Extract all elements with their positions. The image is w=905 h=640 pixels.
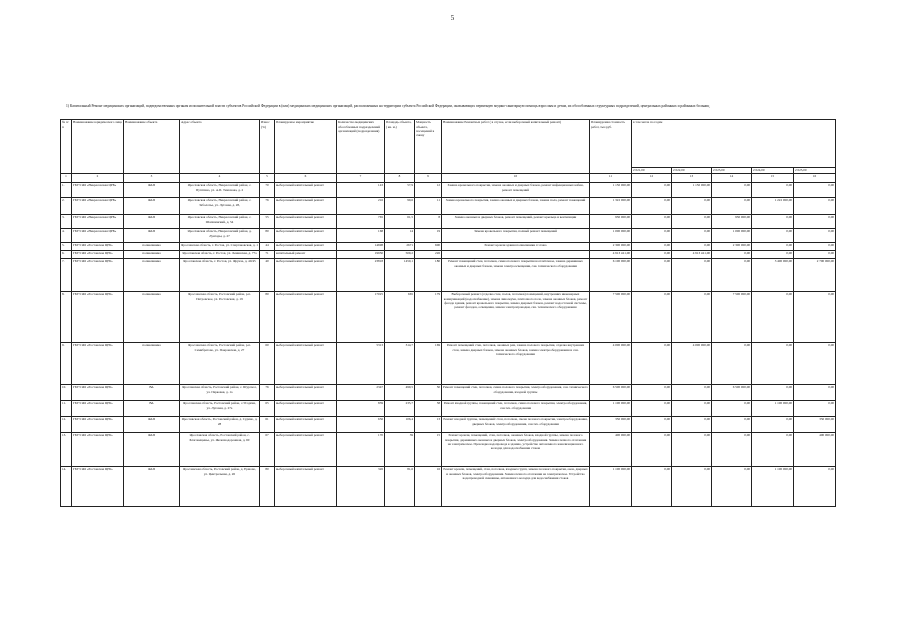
- header-year-2021: 2 021,00: [632, 168, 672, 174]
- address-cell: Ярославская область, Некрасовский район, с. Заболотье, ул. Луговая, д. 28,: [180, 197, 260, 214]
- works-cell: [442, 250, 590, 258]
- year-2025-cell: 2 700 000,00: [794, 258, 836, 291]
- year-2025-cell: 0,00: [794, 400, 836, 416]
- col-number: 7: [337, 173, 385, 182]
- cost-cell: 6 500 000,00: [590, 384, 632, 400]
- year-2024-cell: 0,00: [752, 228, 794, 242]
- org-cell: ГБУЗ ЯО «Некрасовская ЦРБ»: [72, 214, 124, 228]
- area-cell: 509,2: [385, 250, 415, 258]
- wear-cell: 76: [260, 384, 275, 400]
- year-2021-cell: 0,00: [632, 228, 672, 242]
- works-cell: Ремонт входной группы, помещений: стен, потолков, смена полового покрытия, электрооборудования, дверных блоков, электрооборудования, сан.тех. оборудования: [442, 416, 590, 432]
- power-cell: 50: [415, 384, 442, 400]
- address-cell: Ярославская область, Ростовский район, р.п. Семибратово, ул. Покровская, д. 27: [180, 342, 260, 384]
- org-cell: ГБУЗ ЯО «Ростовская ЦРБ»: [72, 250, 124, 258]
- orgs-count-cell: 14698: [337, 242, 385, 250]
- area-cell: 2671: [385, 242, 415, 250]
- wear-cell: 67: [260, 432, 275, 466]
- header-row: [61, 120, 836, 168]
- org-cell: ГБУЗ ЯО «Ростовская ЦРБ»: [72, 432, 124, 466]
- col-number: 8: [385, 173, 415, 182]
- wear-cell: 80: [260, 228, 275, 242]
- year-2022-cell: 0,00: [672, 214, 712, 228]
- power-cell: 19: [415, 228, 442, 242]
- year-2024-cell: 1 100 000,00: [752, 466, 794, 506]
- power-cell: 15: [415, 432, 442, 466]
- header-num: № п/п: [61, 120, 72, 174]
- header-years-group: в том числе по годам: [632, 120, 836, 168]
- orgs-count-cell: 2347: [337, 384, 385, 400]
- header-cost: Планируемая стоимость работ, тыс.руб.: [590, 120, 632, 174]
- object-cell: ВА: [124, 384, 180, 400]
- row-number: 13.: [61, 432, 72, 466]
- area-cell: 14: [385, 228, 415, 242]
- address-cell: Ярославская область, Ростовский район, с. Благовещенье, ул. Железнодорожная, д. 60: [180, 432, 260, 466]
- year-2022-cell: 0,00: [672, 291, 712, 342]
- table-row: [61, 182, 836, 197]
- year-2022-cell: 0,00: [672, 432, 712, 466]
- column-numbers-row: [61, 173, 836, 182]
- year-2023-cell: 1 000 000,00: [712, 228, 752, 242]
- area-cell: 1450,1: [385, 258, 415, 291]
- cost-cell: 350 000,00: [590, 416, 632, 432]
- table-row: [61, 214, 836, 228]
- object-cell: ФАП: [124, 228, 180, 242]
- wear-cell: 71: [260, 250, 275, 258]
- year-2025-cell: 0,00: [794, 342, 836, 384]
- year-2025-cell: 0,00: [794, 242, 836, 250]
- row-number: 1.: [61, 182, 72, 197]
- works-cell: Ремонт входной группы, помещений стен, потолков, смена полового покрытия, электрооборудования, сан.тех. оборудования: [442, 400, 590, 416]
- header-object: Наименование объекта: [124, 120, 180, 174]
- power-cell: 226: [415, 250, 442, 258]
- year-2023-cell: 0,00: [712, 416, 752, 432]
- cost-cell: 1 150 000,00: [590, 182, 632, 197]
- area-cell: 99,6: [385, 197, 415, 214]
- area-cell: 57,9: [385, 182, 415, 197]
- power-cell: 600: [415, 242, 442, 250]
- year-2024-cell: 0,00: [752, 384, 794, 400]
- wear-cell: 70: [260, 182, 275, 197]
- year-2023-cell: 930 000,00: [712, 214, 752, 228]
- table-row: [61, 466, 836, 506]
- year-2023-cell: 0,00: [712, 400, 752, 416]
- section-heading: 1) Капитальный Ремонт медицинских организаций, подведомственных органам исполнительной власти субъектов Российской Федерации в (или) медицинских медицинских организаций, расположенных на территории субъекта Российской Федерации, оказывающих первичную медико-санитарную помощь взрослым и детям, их обособленных структурных подразделений, центральных районных и районных больниц: [66, 104, 710, 108]
- orgs-count-cell: 656: [337, 416, 385, 432]
- cost-cell: 1 100 000,00: [590, 400, 632, 416]
- address-cell: Ярославская область, Ростовский район, д. Ершово, ул. Центральная, д. 26: [180, 466, 260, 506]
- orgs-count-cell: 326: [337, 466, 385, 506]
- year-2022-cell: 0,00: [672, 228, 712, 242]
- table-row: [61, 291, 836, 342]
- wear-cell: 60: [260, 342, 275, 384]
- year-2025-cell: 0,00: [794, 291, 836, 342]
- year-2021-cell: 0,00: [632, 384, 672, 400]
- year-2021-cell: 0,00: [632, 416, 672, 432]
- event-cell: выборочный капитальный ремонт: [275, 258, 337, 291]
- row-number: 2.: [61, 197, 72, 214]
- object-cell: ФАП: [124, 416, 180, 432]
- address-cell: Ярославская область, Ростовский район, д. Судино, д. 28: [180, 416, 260, 432]
- power-cell: 58: [415, 400, 442, 416]
- table-row: [61, 250, 836, 258]
- year-2023-cell: 0,00: [712, 466, 752, 506]
- orgs-count-cell: 19950: [337, 250, 385, 258]
- orgs-count-cell: 143: [337, 182, 385, 197]
- address-cell: Ярославская область, Ростовский район, с. Шурскол, ул. Парковая, д. 1а: [180, 384, 260, 400]
- year-2022-cell: 0,00: [672, 400, 712, 416]
- org-cell: ГБУЗ ЯО «Ростовская ЦРБ»: [72, 466, 124, 506]
- works-cell: Замена кровельного покрытия, замена оконных и дверных блоков, замена пола, ремонт помещений: [442, 197, 590, 214]
- area-cell: 39: [385, 432, 415, 466]
- works-cell: Ремонт помещений стен, потолков, оконных рам, замена полового покрытия, отделка внутренних стен, замена дверных блоков, замена оконных блоков, замена электрооборудования и сан. технического оборудования: [442, 342, 590, 384]
- row-number: 4.: [61, 228, 72, 242]
- org-cell: ГБУЗ ЯО «Ростовская ЦРБ»: [72, 291, 124, 342]
- year-2024-cell: 0,00: [752, 250, 794, 258]
- power-cell: 11: [415, 197, 442, 214]
- works-cell: Ремонт помещений стен, потолков, смена полового покрытия на плиточное, замена деревянных оконных и дверных блоков, замена электроосвещения, сан. технического оборудования: [442, 258, 590, 291]
- org-cell: ГБУЗ ЯО «Ростовская ЦРБ»: [72, 258, 124, 291]
- row-number: 3.: [61, 214, 72, 228]
- year-2024-cell: 1 222 000,00: [752, 197, 794, 214]
- year-2024-cell: 1 100 000,00: [752, 400, 794, 416]
- area-cell: 665: [385, 291, 415, 342]
- orgs-count-cell: 168: [337, 228, 385, 242]
- year-2021-cell: 0,00: [632, 400, 672, 416]
- year-2024-cell: 3 400 000,00: [752, 258, 794, 291]
- wear-cell: 44: [260, 242, 275, 250]
- year-2022-cell: 0,00: [672, 416, 712, 432]
- works-cell: Ремонт кровли, помещений, стен, потолков, оконных блоков, входной группы, замена полового покрытия, деревянных оконных и дверных блоков, электрооборудования. Замена печного отопления на электрическое. Прокладка водопровода к зданию, устройство автономного канализационного колодца для водоснабжения стоков: [442, 432, 590, 466]
- year-2024-cell: 0,00: [752, 342, 794, 384]
- year-2025-cell: 0,00: [794, 466, 836, 506]
- object-cell: поликлиника: [124, 242, 180, 250]
- year-2022-cell: 0,00: [672, 258, 712, 291]
- area-cell: 106,4: [385, 416, 415, 432]
- object-cell: поликлиника: [124, 258, 180, 291]
- year-2022-cell: 1 150 000,00: [672, 182, 712, 197]
- year-2021-cell: 0,00: [632, 291, 672, 342]
- year-2025-cell: 0,00: [794, 250, 836, 258]
- table-row: [61, 384, 836, 400]
- cost-cell: 1 322 000,00: [590, 197, 632, 214]
- object-cell: ФАП: [124, 466, 180, 506]
- col-number: 9: [415, 173, 442, 182]
- year-2023-cell: 0,00: [712, 250, 752, 258]
- header-wear: Износ (%): [260, 120, 275, 174]
- cost-cell: 4 000 000,00: [590, 342, 632, 384]
- table-row: [61, 416, 836, 432]
- header-year-2025: 2 025,00: [794, 168, 836, 174]
- area-cell: 81,6: [385, 466, 415, 506]
- address-cell: Ярославская область, г. Ростов, ул. Ленинская, д. 77а: [180, 250, 260, 258]
- object-cell: поликлиника: [124, 250, 180, 258]
- row-number: 10.: [61, 384, 72, 400]
- event-cell: выборочный капитальный ремонт: [275, 342, 337, 384]
- cost-cell: 6 100 000,00: [590, 258, 632, 291]
- row-number: 12.: [61, 416, 72, 432]
- header-year-2023: 2 023,00: [712, 168, 752, 174]
- table-row: [61, 342, 836, 384]
- event-cell: выборочный капитальный ремонт: [275, 432, 337, 466]
- power-cell: 12: [415, 182, 442, 197]
- cost-cell: 2 300 000,00: [590, 242, 632, 250]
- year-2021-cell: 0,00: [632, 182, 672, 197]
- row-number: 14.: [61, 466, 72, 506]
- table-row: [61, 432, 836, 466]
- row-number: 9.: [61, 342, 72, 384]
- object-cell: поликлиника: [124, 342, 180, 384]
- row-number: 8.: [61, 291, 72, 342]
- event-cell: выборочный капитальный ремонт: [275, 197, 337, 214]
- year-2023-cell: 2 300 000,00: [712, 242, 752, 250]
- year-2023-cell: 0,00: [712, 258, 752, 291]
- wear-cell: 40: [260, 258, 275, 291]
- col-number: 15: [752, 173, 794, 182]
- year-2025-cell: 0,00: [794, 182, 836, 197]
- row-number: 5.: [61, 242, 72, 250]
- org-cell: ГБУЗ ЯО «Некрасовская ЦРБ»: [72, 197, 124, 214]
- col-number: 14: [712, 173, 752, 182]
- year-2023-cell: 6 500 000,00: [712, 384, 752, 400]
- wear-cell: 61: [260, 416, 275, 432]
- orgs-count-cell: 23818: [337, 258, 385, 291]
- address-cell: Ярославская область, Некрасовский район, д. Лунгоры, д. 27: [180, 228, 260, 242]
- row-number: 7.: [61, 258, 72, 291]
- org-cell: ГБУЗ ЯО «Некрасовская ЦРБ»: [72, 228, 124, 242]
- object-cell: ФАП: [124, 197, 180, 214]
- object-cell: поликлиника: [124, 291, 180, 342]
- table-row: [61, 258, 836, 291]
- year-2023-cell: 7 500 000,00: [712, 291, 752, 342]
- col-number: 5: [260, 173, 275, 182]
- col-number: 16: [794, 173, 836, 182]
- year-2022-cell: 0,00: [672, 384, 712, 400]
- object-cell: ФАП: [124, 214, 180, 228]
- area-cell: 235,7: [385, 400, 415, 416]
- year-2022-cell: 0,00: [672, 197, 712, 214]
- power-cell: 16: [415, 466, 442, 506]
- event-cell: выборочный капитальный ремонт: [275, 182, 337, 197]
- year-2024-cell: 0,00: [752, 291, 794, 342]
- year-2021-cell: 0,00: [632, 242, 672, 250]
- event-cell: выборочный капитальный ремонт: [275, 400, 337, 416]
- cost-cell: 930 000,00: [590, 214, 632, 228]
- header-year-2022: 2 022,00: [672, 168, 712, 174]
- power-cell: 13: [415, 416, 442, 432]
- wear-cell: 55: [260, 214, 275, 228]
- object-cell: ФАП: [124, 182, 180, 197]
- col-number: 2: [72, 173, 124, 182]
- event-cell: капитальный ремонт: [275, 250, 337, 258]
- year-2023-cell: 0,00: [712, 432, 752, 466]
- year-2025-cell: 400 000,00: [794, 432, 836, 466]
- object-cell: ФАП: [124, 432, 180, 466]
- orgs-count-cell: 170: [337, 432, 385, 466]
- year-2022-cell: 0,00: [672, 242, 712, 250]
- year-2024-cell: 0,00: [752, 432, 794, 466]
- address-cell: Ярославская область, Ростовский район, с.Угодичи, ул. Луговая, д. 27а: [180, 400, 260, 416]
- col-number: 13: [672, 173, 712, 182]
- header-orgs-count: Количество медицинских обособленных подразделений организаций (подразделения): [337, 120, 385, 174]
- power-cell: 179: [415, 291, 442, 342]
- wear-cell: 76: [260, 197, 275, 214]
- row-number: 11.: [61, 400, 72, 416]
- year-2021-cell: 0,00: [632, 250, 672, 258]
- address-cell: Ярославская область, Некрасовский район, с. Путятино, ул. А.П. Тимохова, д. 2: [180, 182, 260, 197]
- address-cell: Ярославская область, г. Ростов, ул. Спартаковская, д. 1: [180, 242, 260, 250]
- header-year-2024: 2 024,00: [752, 168, 794, 174]
- year-2021-cell: 0,00: [632, 197, 672, 214]
- header-area: Площадь объекта, ( кв. м.): [385, 120, 415, 174]
- address-cell: Ярославская область, г. Ростов, ул. Фрунзе, д. 40/45: [180, 258, 260, 291]
- col-number: 11: [590, 173, 632, 182]
- address-cell: Ярославская область, Ростовский район, р.п. Петровское, ул. Ростовская, д. 19: [180, 291, 260, 342]
- works-cell: Ремонт помещений стен, потолков, смена полового покрытия, электрооборудования, сан. технического оборудования, входной группы: [442, 384, 590, 400]
- wear-cell: 80: [260, 466, 275, 506]
- table-row: [61, 197, 836, 214]
- table-row: [61, 400, 836, 416]
- org-cell: ГБУЗ ЯО «Ростовская ЦРБ»: [72, 384, 124, 400]
- address-cell: Ярославская область, Некрасовский район, с. Шопшинский, д. 54: [180, 214, 260, 228]
- orgs-count-cell: 5313: [337, 342, 385, 384]
- col-number: 10: [442, 173, 590, 182]
- org-cell: ГБУЗ ЯО «Ростовская ЦРБ»: [72, 342, 124, 384]
- year-2021-cell: 0,00: [632, 342, 672, 384]
- org-cell: ГБУЗ ЯО «Некрасовская ЦРБ»: [72, 182, 124, 197]
- row-number: 6.: [61, 250, 72, 258]
- year-2025-cell: 0,00: [794, 197, 836, 214]
- year-2023-cell: 0,00: [712, 182, 752, 197]
- year-2021-cell: 0,00: [632, 214, 672, 228]
- org-cell: ГБУЗ ЯО «Ростовская ЦРБ»: [72, 400, 124, 416]
- page-number: 5: [450, 14, 455, 22]
- year-2021-cell: 0,00: [632, 258, 672, 291]
- year-2021-cell: 0,00: [632, 432, 672, 466]
- table-row: [61, 228, 836, 242]
- repair-plan-table: [60, 119, 836, 507]
- works-cell: Замена кровельного покрытия, замена оконных и дверных блоков, ремонт инфекционных кабин, ремонт помещений: [442, 182, 590, 197]
- table-body: [61, 173, 836, 506]
- year-2024-cell: 0,00: [752, 214, 794, 228]
- year-2022-cell: 4 000 000,00: [672, 342, 712, 384]
- cost-cell: 1 000 000,00: [590, 228, 632, 242]
- year-2021-cell: 0,00: [632, 466, 672, 506]
- orgs-count-cell: 216: [337, 197, 385, 214]
- year-2025-cell: 350 000,00: [794, 416, 836, 432]
- wear-cell: 80: [260, 291, 275, 342]
- cost-cell: 400 000,00: [590, 432, 632, 466]
- orgs-count-cell: 765: [337, 214, 385, 228]
- col-number: 6: [275, 173, 337, 182]
- org-cell: ГБУЗ ЯО «Ростовская ЦРБ»: [72, 242, 124, 250]
- year-2024-cell: 0,00: [752, 182, 794, 197]
- wear-cell: 65: [260, 400, 275, 416]
- cost-cell: 7 500 000,00: [590, 291, 632, 342]
- col-number: 12: [632, 173, 672, 182]
- year-2024-cell: 0,00: [752, 416, 794, 432]
- event-cell: выборочный капитальный ремонт: [275, 291, 337, 342]
- col-number: 4: [180, 173, 260, 182]
- year-2022-cell: 0,00: [672, 466, 712, 506]
- works-cell: Ремонт кровли здания поликлиники 4 этажа: [442, 242, 590, 250]
- event-cell: выборочный капитальный ремонт: [275, 242, 337, 250]
- works-cell: Выборочный ремонт (отделка стен, полов, потолков) помещений, внутренних инженерных коммуникаций (водоснабжение), замена линолеума, плиточного пола, замена оконных блоков, ремонт фасада здания, ремонт кровельного покрытия, замена дверных блоков, ремонт водосточной системы, ремонт фасадов, освещения, замена электропроводки, сан. технического оборудования: [442, 291, 590, 342]
- power-cell: 8: [415, 214, 442, 228]
- header-org: Наименование юридического лица: [72, 120, 124, 174]
- event-cell: выборочный капитальный ремонт: [275, 228, 337, 242]
- power-cell: 169: [415, 342, 442, 384]
- orgs-count-cell: 17025: [337, 291, 385, 342]
- works-cell: Замена оконных и дверных блоков, ремонт помещений, ремонт крыльца и вентиляции: [442, 214, 590, 228]
- cost-cell: 1 100 000,00: [590, 466, 632, 506]
- object-cell: ВА: [124, 400, 180, 416]
- works-cell: Замена кровельного покрытия, полный ремонт помещений: [442, 228, 590, 242]
- year-2024-cell: 0,00: [752, 242, 794, 250]
- year-2023-cell: 0,00: [712, 197, 752, 214]
- area-cell: 499,5: [385, 384, 415, 400]
- event-cell: выборочный капитальный ремонт: [275, 214, 337, 228]
- cost-cell: 4 913 421,00: [590, 250, 632, 258]
- header-power: Мощность объекта, посещений в смену: [415, 120, 442, 174]
- year-2025-cell: 0,00: [794, 228, 836, 242]
- area-cell: 61,5: [385, 214, 415, 228]
- year-2023-cell: 0,00: [712, 342, 752, 384]
- works-cell: Ремонт кровли, помещений, стен, потолков, входных групп, замена полового покрытия, окон, дверных и оконных блоков, электрооборудования. Замена печного отопления на электрическое. Устройство водопроводной скважины, автономного колодца для водоснабжения стоков: [442, 466, 590, 506]
- year-2025-cell: 0,00: [794, 214, 836, 228]
- org-cell: ГБУЗ ЯО «Ростовская ЦРБ»: [72, 416, 124, 432]
- header-event: Планируемое мероприятие: [275, 120, 337, 174]
- event-cell: выборочный капитальный ремонт: [275, 466, 337, 506]
- col-number: 3: [124, 173, 180, 182]
- power-cell: 180: [415, 258, 442, 291]
- table-row: [61, 242, 836, 250]
- header-address: Адрес объекта: [180, 120, 260, 174]
- year-2025-cell: 0,00: [794, 384, 836, 400]
- orgs-count-cell: 839: [337, 400, 385, 416]
- area-cell: 314,7: [385, 342, 415, 384]
- event-cell: выборочный капитальный ремонт: [275, 384, 337, 400]
- col-number: 1: [61, 173, 72, 182]
- year-2022-cell: 4 913 421,00: [672, 250, 712, 258]
- header-works: Наименование Ремонтных работ ( в случае, если выборочный капитальный ремонт): [442, 120, 590, 174]
- event-cell: выборочный капитальный ремонт: [275, 416, 337, 432]
